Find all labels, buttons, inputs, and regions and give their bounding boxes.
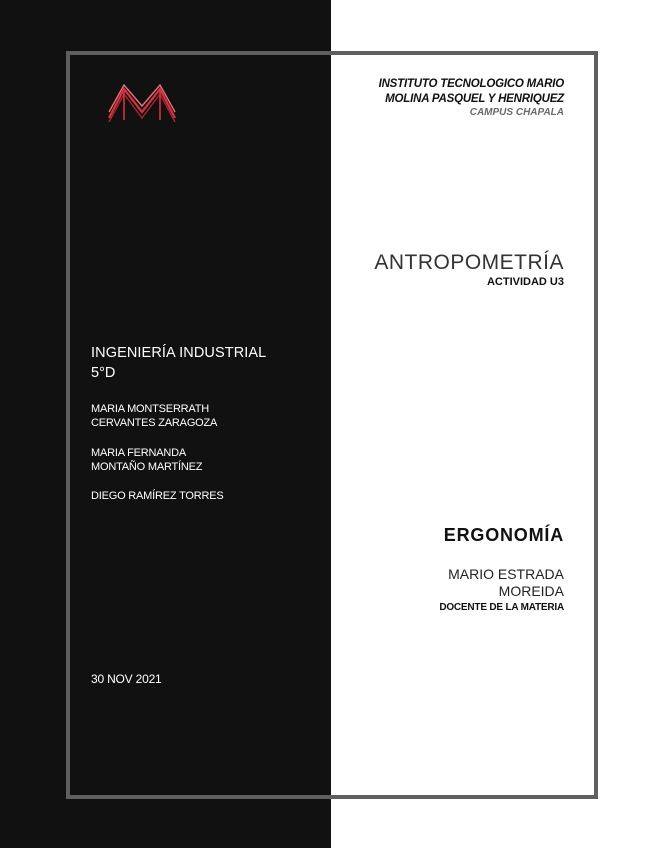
teacher-role: DOCENTE DE LA MATERIA <box>439 602 564 613</box>
teacher-name-line2: MOREIDA <box>498 583 564 599</box>
subject-block <box>374 250 564 289</box>
student-name <box>91 446 202 474</box>
course-title: ERGONOMÍA <box>443 525 564 545</box>
institute-name-line1: INSTITUTO TECNOLOGICO MARIO <box>378 78 564 90</box>
subject-title: ANTROPOMETRÍA <box>374 251 564 274</box>
institution-logo-icon <box>106 84 178 122</box>
group-label: 5°D <box>91 365 116 381</box>
student-name-line1: MARIA MONTSERRATH <box>91 403 210 415</box>
career-name: INGENIERÍA INDUSTRIAL <box>91 345 267 361</box>
student-name-line2: MONTAÑO MARTÍNEZ <box>91 461 203 473</box>
teacher-block <box>439 566 564 614</box>
activity-label: ACTIVIDAD U3 <box>486 276 564 288</box>
student-name <box>91 402 217 430</box>
student-name-line1: MARIA FERNANDA <box>91 447 186 459</box>
course-block <box>444 524 564 546</box>
campus-name: CAMPUS CHAPALA <box>469 107 564 118</box>
teacher-name-line1: MARIO ESTRADA <box>448 566 564 582</box>
institute-name-line2: MOLINA PASQUEL Y HENRIQUEZ <box>385 93 564 105</box>
student-name <box>91 489 224 503</box>
submission-date: 30 NOV 2021 <box>91 672 162 686</box>
student-name-line2: CERVANTES ZARAGOZA <box>91 417 218 429</box>
institute-header <box>304 77 564 119</box>
student-name-line1: DIEGO RAMÍREZ TORRES <box>91 490 224 502</box>
